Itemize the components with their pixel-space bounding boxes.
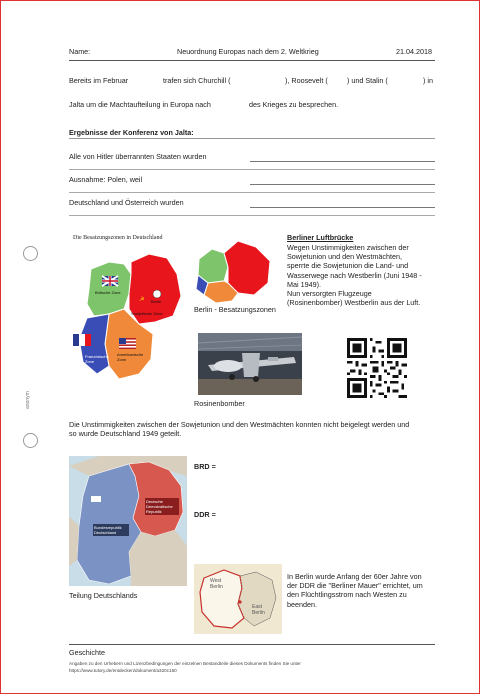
answer-line-2[interactable]: [250, 184, 435, 185]
plane-caption: Rosinenbomber: [194, 399, 245, 408]
soviet-zone-label: Sowjetische Zone: [131, 311, 163, 316]
airlift-line: Wasserwege nach Westberlin (Juni 1948 -: [287, 270, 422, 280]
airlift-line: Sowjetunion und den Westmächten,: [287, 252, 402, 262]
punch-hole-bottom: [23, 433, 38, 448]
intro-text-1b: trafen sich Churchill (: [163, 76, 231, 85]
brd-definition-label: BRD =: [194, 462, 216, 471]
east-berlin-label: East Berlin: [252, 604, 265, 616]
results-rule-3: [69, 215, 435, 216]
west-berlin-label: West Berlin: [210, 578, 223, 590]
results-rule-2: [69, 192, 435, 193]
intro-text-2a: Jalta um die Machtaufteilung in Europa nach: [69, 100, 211, 109]
airlift-text: [287, 243, 447, 307]
divided-germany-map: [69, 456, 187, 586]
results-row-1: Alle von Hitler überrannten Staaten wurden: [69, 152, 207, 161]
airlift-heading: Berliner Luftbrücke: [287, 233, 354, 242]
berlin-sectors-map: [194, 239, 274, 305]
division-line-2: so wurde Deutschland 1949 geteilt.: [69, 429, 182, 439]
wall-line: In Berlin wurde Anfang der 60er Jahre von: [287, 572, 422, 581]
french-zone-label: Französische Zone: [85, 354, 109, 364]
ddr-definition-label: DDR =: [194, 510, 216, 519]
worksheet-title: Neuordnung Europas nach dem 2. Weltkrieg: [177, 47, 319, 56]
brd-map-label: Bundesrepublik Deutschland: [93, 524, 129, 536]
zones-map-title: Die Besatzungszonen in Deutschland: [73, 235, 163, 241]
american-zone-label: Amerikanische Zone: [117, 352, 144, 362]
berlin-label: Berlin: [151, 299, 162, 304]
name-label: Name:: [69, 47, 91, 56]
results-rule: [69, 138, 435, 139]
british-zone-label: Britische Zone: [95, 290, 121, 295]
punch-hole-top: [23, 246, 38, 261]
footer-subject: Geschichte: [69, 648, 105, 657]
airlift-line: Nun versorgten Flugzeuge: [287, 289, 372, 299]
footer-license-link[interactable]: https://www.tutory.de/entdecken/dokument/a320c150: [69, 668, 177, 673]
worksheet-date: 21.04.2018: [396, 47, 432, 56]
wall-text: [287, 572, 442, 609]
rosinenbomber-photo: [198, 333, 302, 395]
division-line-1: Die Unstimmigkeiten zwischen der Sowjetunion und den Westmächten konnten nicht beigelegt werden und: [69, 420, 410, 429]
intro-text-1a: Bereits im Februar: [69, 76, 129, 85]
results-row-2: Ausnahme: Polen, weil: [69, 175, 143, 184]
results-rule-1: [69, 169, 435, 170]
berlin-map-caption: Berlin - Besatzungszonen: [194, 305, 276, 314]
header-rule: [69, 60, 435, 61]
footer-license-note: Angaben zu den Urhebern und Lizenzbedingungen der einzelnen Bestandteile dieses Dokuments finden Sie unter: [69, 661, 301, 666]
ddr-map-label: Deutsche Demokratische Republik: [145, 498, 179, 515]
svg-text:☭: ☭: [139, 296, 145, 303]
split-map-caption: Teilung Deutschlands: [69, 591, 138, 600]
answer-line-1[interactable]: [250, 161, 435, 162]
qr-code[interactable]: [347, 338, 407, 398]
division-text: [69, 420, 444, 438]
intro-text-1d: ) und Stalin (: [347, 76, 388, 85]
wall-line: beenden.: [287, 599, 317, 609]
wall-line: den Flüchtlingsstrom nach Westen zu: [287, 590, 407, 600]
side-author-text: anonym: [25, 391, 31, 409]
intro-text-2b: des Krieges zu besprechen.: [249, 100, 339, 109]
airlift-line: Wegen Unstimmigkeiten zwischen der: [287, 243, 409, 252]
berlin-wall-map: [194, 564, 282, 634]
intro-text-1c: ), Roosevelt (: [285, 76, 328, 85]
results-row-3: Deutschland und Österreich wurden: [69, 198, 184, 207]
occupation-zones-map: [69, 234, 187, 384]
footer-rule: [69, 644, 435, 645]
wall-line: der DDR die "Berliner Mauer" errichtet, um: [287, 581, 423, 591]
results-heading: Ergebnisse der Konferenz von Jalta:: [69, 128, 194, 137]
airlift-line: sperrte die Sowjetunion die Land- und: [287, 261, 409, 271]
answer-line-3[interactable]: [250, 207, 435, 208]
airlift-line: (Rosinenbomber) Westberlin aus der Luft.: [287, 298, 421, 308]
intro-text-1e: ) in: [423, 76, 433, 85]
airlift-line: Mai 1949).: [287, 279, 321, 289]
